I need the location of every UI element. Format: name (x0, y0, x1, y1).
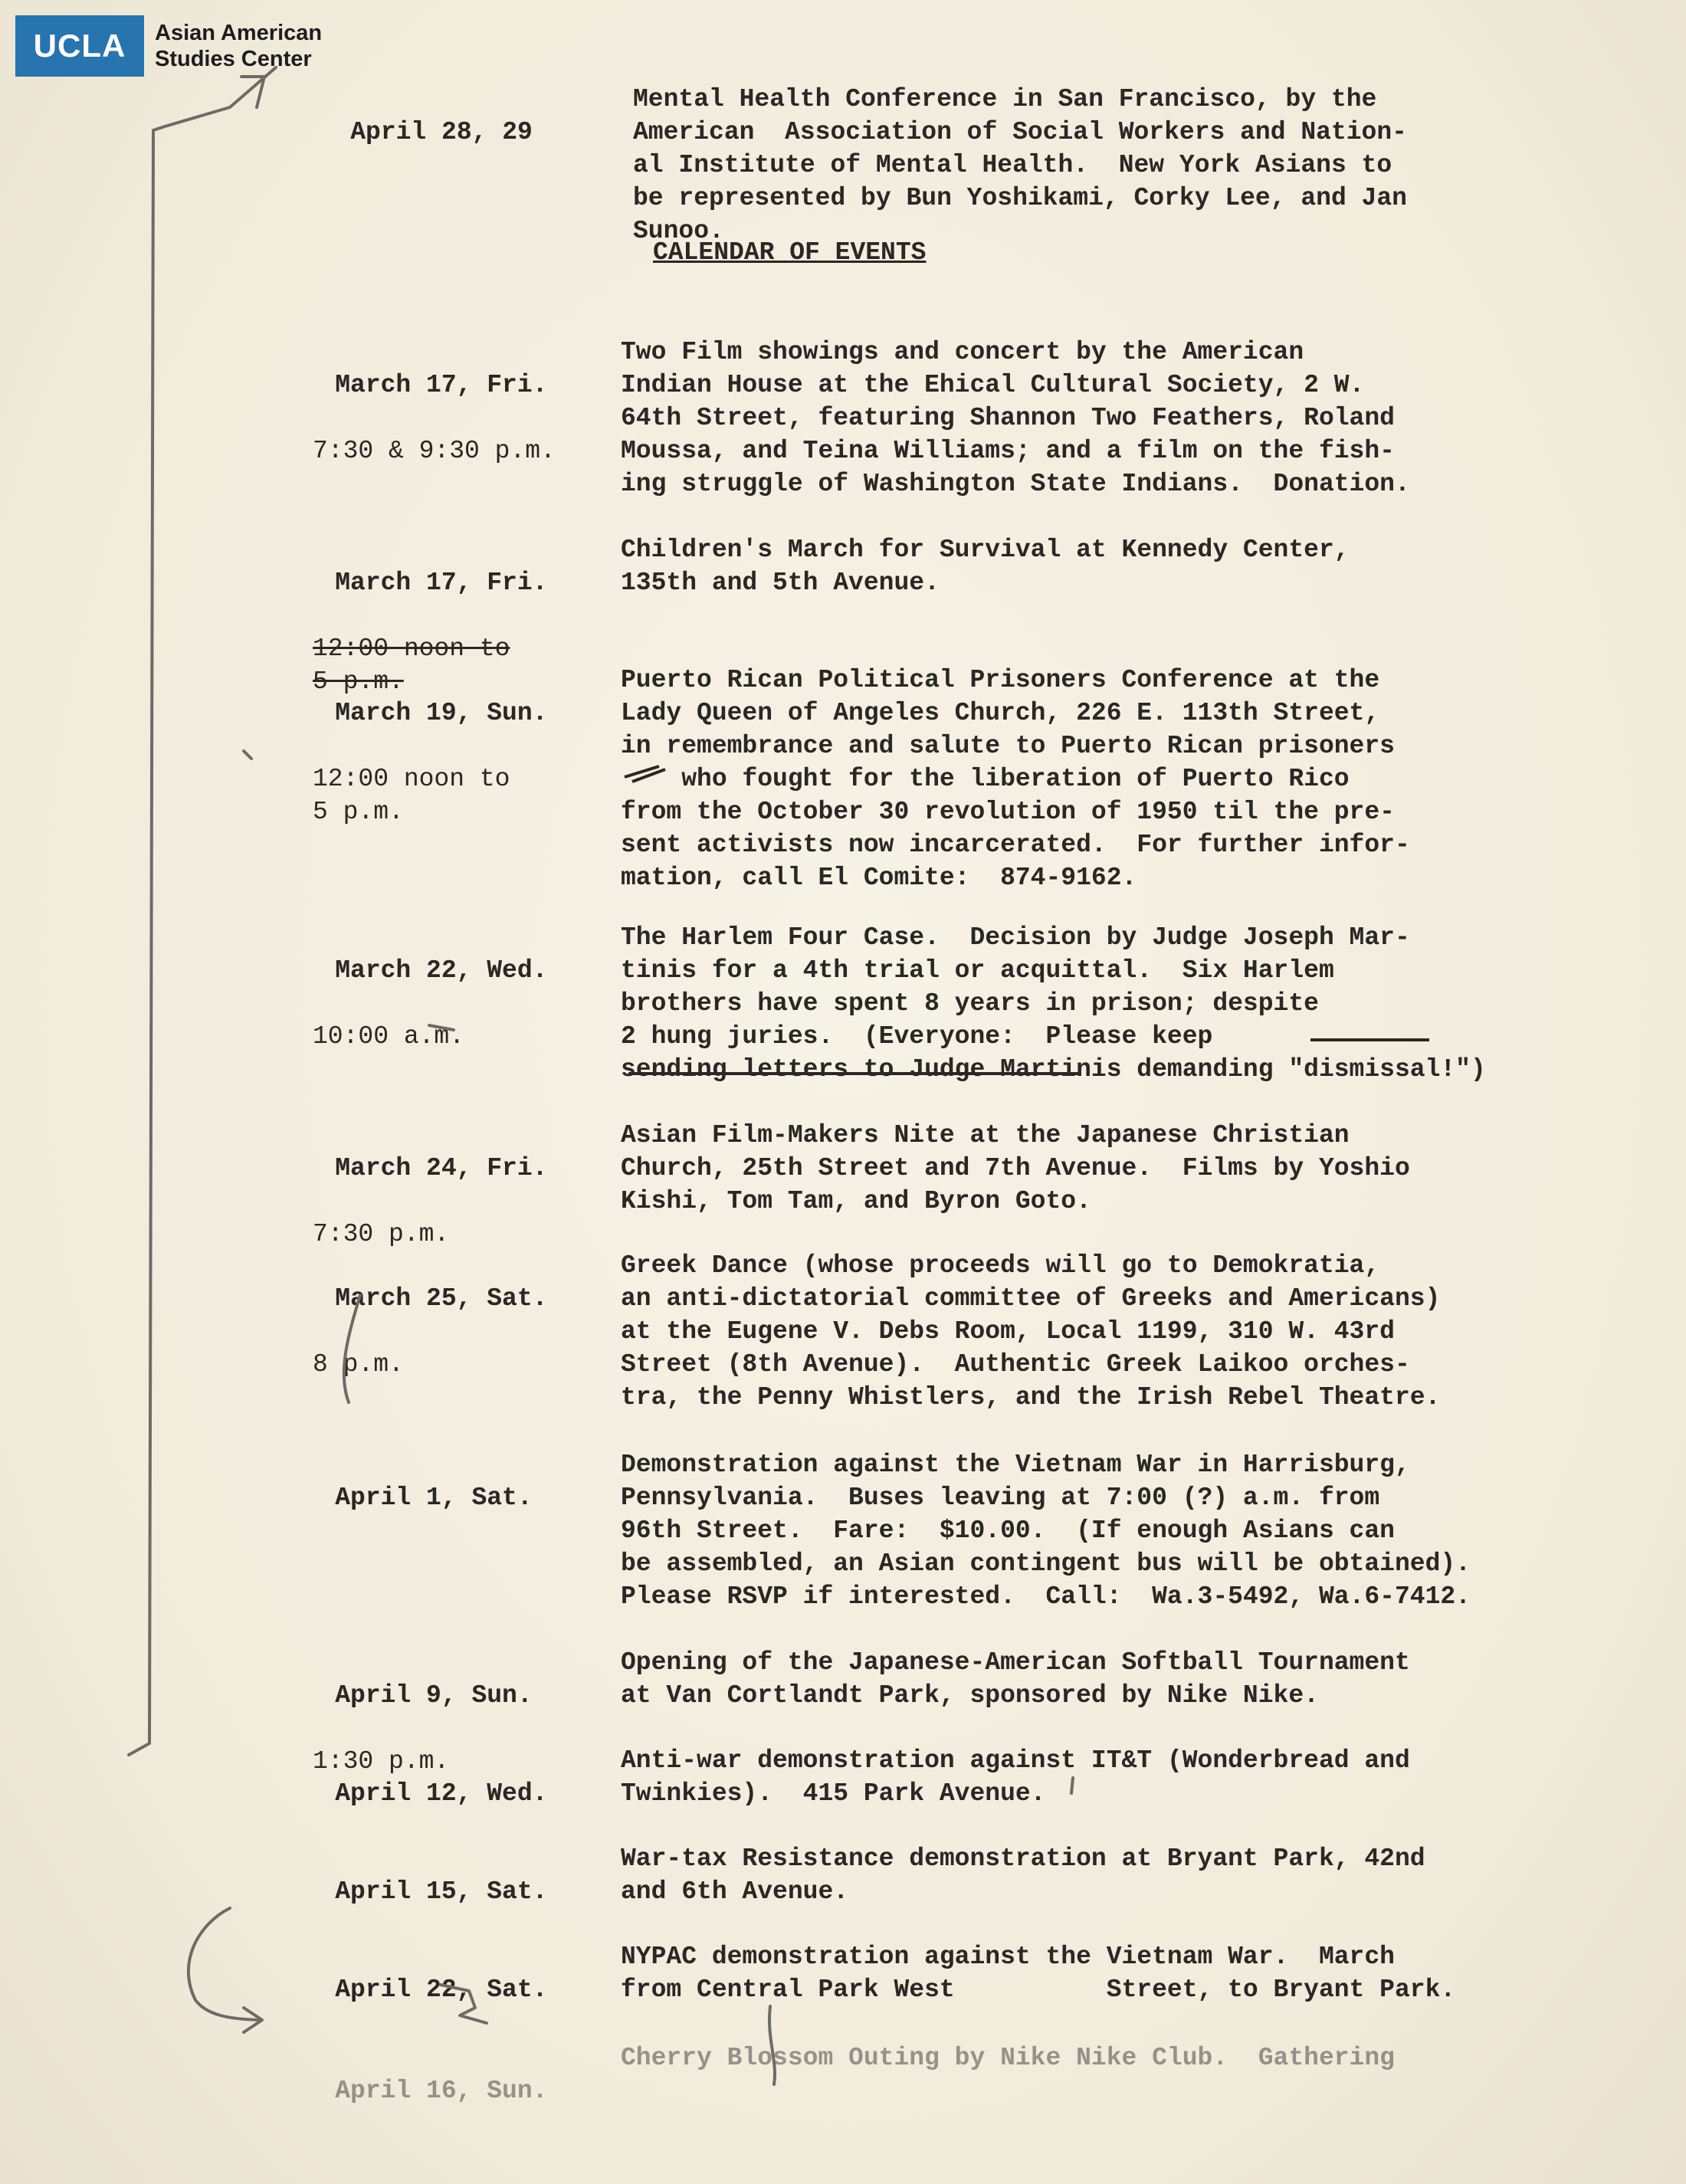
event-date-text: March 19, Sun. (335, 699, 548, 727)
pencil-curve (344, 1295, 360, 1402)
event-date-text: April 9, Sun. (335, 1681, 533, 1710)
event-date-text: April 22, Sat. (335, 1976, 548, 2004)
event-date-text: March 17, Fri. (335, 569, 548, 597)
event-time: 8 p.m. (313, 1350, 404, 1379)
event-description: Demonstration against the Vietnam War in Harrisburg, Pennsylvania. Buses leaving at 7:00 (?) a.m. from 96th Street. Fare: $10.00. (If enough Asians can be assembled, an Asian contingent bus will be obtained). Please RSVP if interested. Call: Wa.3-5492, Wa.6-7412. (621, 1451, 1471, 1611)
event-description-top: Mental Health Conference in San Francisco, by the American Association of Social Workers and Nation- al Institute of Mental Health. New York Asians to be represented by Bun Yoshikami, Corky Lee, and Jan Sunoo. (633, 85, 1407, 245)
event-time: 10:00 a.m. (313, 1022, 465, 1051)
pencil-scribble (441, 1985, 487, 2023)
event-description: Asian Film-Makers Nite at the Japanese Christian Church, 25th Street and 7th Avenue. Films by Yoshio Kishi, Tom Tam, and Byron Goto. (621, 1121, 1410, 1215)
event-description: Puerto Rican Political Prisoners Conference at the Lady Queen of Angeles Church, 226 E. 113th Street, in remembrance and salute to Puerto Rican prisoners who fought for the liberation of Puerto Rico from the October 30 revolution of 1950 til the pre- sent activists now incarcerated. For further infor- mation, call El Comite: 874-9162. (621, 666, 1410, 892)
event-date-text: March 22, Wed. (335, 956, 548, 985)
event-date-text: April 12, Wed. (335, 1779, 548, 1808)
event-date-text: April 16, Sun. (335, 2077, 548, 2105)
event-date-text: March 25, Sat. (335, 1284, 548, 1313)
event-time: 1:30 p.m. (313, 1747, 450, 1776)
event-date-text: March 24, Fri. (335, 1154, 548, 1182)
pencil-dash (429, 1025, 454, 1030)
event-description: Greek Dance (whose proceeds will go to Demokratia, an anti-dictatorial committee of Greeks and Americans) at the Eugene V. Debs Room, Local 1199, 310 W. 43rd Street (8th Avenue). Authentic Greek Laikoo orches- tra, the Penny Whistlers, and the Irish Rebel Theatre. (621, 1251, 1441, 1412)
event-time: 12:00 noon to 5 p.m. (313, 635, 510, 696)
event-description: NYPAC demonstration against the Vietnam War. March from Central Park West Street, to Bryant Park. (621, 1943, 1456, 2004)
event-description: Opening of the Japanese-American Softball Tournament at Van Cortlandt Park, sponsored by Nike Nike. (621, 1648, 1410, 1710)
event-time: 7:30 p.m. (313, 1220, 450, 1248)
logo-line-1: Asian American (155, 21, 323, 45)
event-description: Two Film showings and concert by the American Indian House at the Ehical Cultural Society, 2 W. 64th Street, featuring Shannon Two Feathers, Roland Moussa, and Teina Williams; and a film on the fish- ing struggle of Washington State Indians. Donation. (621, 338, 1410, 498)
bracket-vertical-stroke (149, 130, 153, 1743)
event-date-text: March 17, Fri. (335, 371, 548, 399)
page-title: CALENDAR OF EVENTS (653, 238, 927, 267)
typed-xout (625, 766, 665, 782)
event-description: Anti-war demonstration against IT&T (Wonderbread and Twinkies). 415 Park Avenue. (621, 1746, 1410, 1808)
pencil-mark (244, 751, 251, 759)
logo-badge: UCLA (15, 15, 144, 77)
pencil-mark (1071, 1778, 1073, 1793)
pencil-curve (769, 2006, 775, 2084)
event-description: The Harlem Four Case. Decision by Judge Joseph Mar- tinis for a 4th trial or acquittal. Six Harlem brothers have spent 8 years in prison; despite 2 hung juries. (Everyone: Please keep sending letters to Judge Martinis demanding "dismissal!") (621, 923, 1486, 1084)
bracket-bottom-stroke (129, 1743, 149, 1755)
event-description: Children's March for Survival at Kennedy Center, 135th and 5th Avenue. (621, 536, 1350, 597)
curved-arrow-icon (189, 1908, 261, 2020)
event-date-text: April 28, 29 (350, 118, 533, 146)
event-description: War-tax Resistance demonstration at Bryant Park, 42nd and 6th Avenue. (621, 1845, 1425, 1906)
logo-line-2: Studies Center (155, 47, 312, 71)
event-time: 7:30 & 9:30 p.m. (313, 437, 556, 465)
event-date-text: April 1, Sat. (335, 1484, 533, 1512)
event-time: 12:00 noon to 5 p.m. (313, 765, 510, 826)
event-date-text: April 15, Sat. (335, 1877, 548, 1906)
event-description: Cherry Blossom Outing by Nike Nike Club. Gathering (621, 2044, 1395, 2072)
